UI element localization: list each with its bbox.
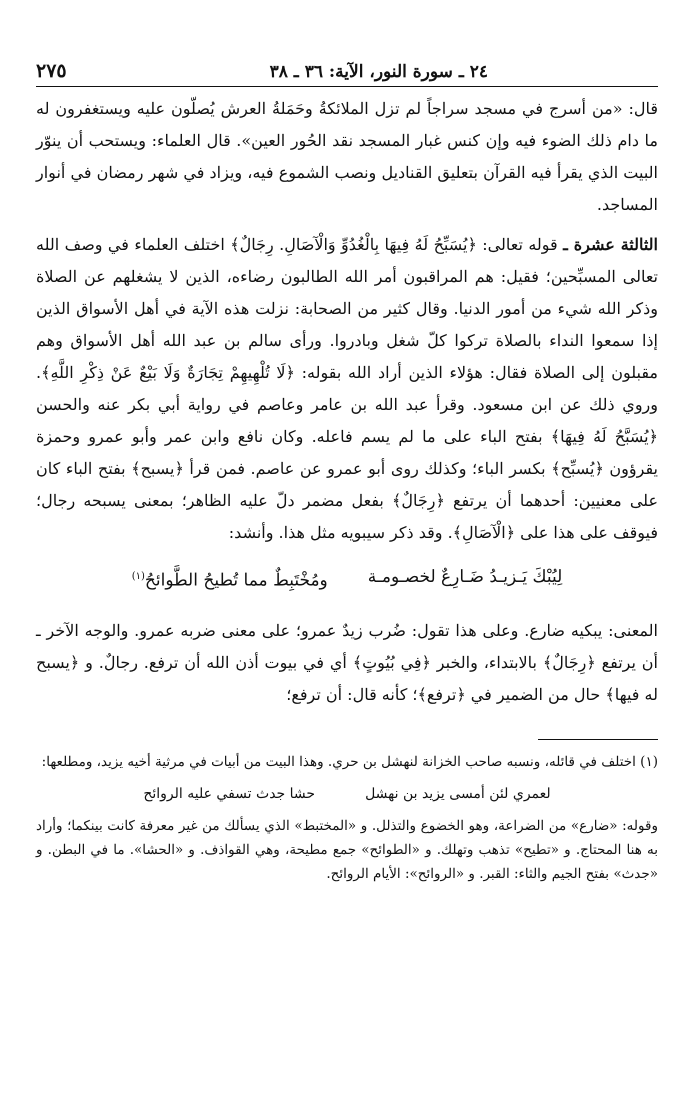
paragraph xyxy=(36,93,658,221)
poetry-verse xyxy=(36,561,658,597)
footnote-verse-first: لعمري لئن أمسى يزيد بن نهشل xyxy=(365,785,551,802)
footnote-verse-second: حشا جدث تسفي عليه الروائح xyxy=(143,785,316,802)
main-text xyxy=(36,93,658,711)
header-divider xyxy=(36,86,658,87)
paragraph xyxy=(36,615,658,711)
page-header xyxy=(36,52,658,82)
footnote-marker: (١) xyxy=(131,571,145,582)
paragraph-text: قوله تعالى: ﴿يُسَبِّحُ لَهُ فِيهَا بِالْغُدُوِّ وَالْآصَالِ. رِجَالٌ﴾ اختلف العلماء في وصف الله تعالى المسبِّحين؛ فقيل: هم المراقبون أمر الله الطالبون رضاءه، الذين لا يشغلهم عن الصلاة وذكر الله شيء من أمور الدنيا. وقال كثير من الصحابة: نزلت هذه الآية في أهل الأسواق الذين إذا سمعوا النداء بالصلاة تركوا كلّ شغل وبادروا. ورأى سالم بن عبد الله أهل الأسواق وهم مقبلون إلى الصلاة فقال: هؤلاء الذين أراد الله بقوله: ﴿لَا تُلْهِيهِمْ تِجَارَةٌ وَلَا بَيْعٌ عَنْ ذِكْرِ اللَّهِ﴾. وروي ذلك عن ابن مسعود. وقرأ عبد الله بن عامر وعاصم في رواية أبي بكر عنه والحسن ﴿يُسَبَّحُ لَهُ فِيهَا﴾ بفتح الباء على ما لم يسم فاعله. وكان نافع وابن عمر وأبو عمرو وحمزة يقرؤون ﴿يُسبِّح﴾ بكسر الباء؛ وكذلك روى أبو عمرو عن عاصم. فمن قرأ ﴿يسبح﴾ بفتح الباء كان على معنيين: أحدهما أن يرتفع ﴿رِجَالٌ﴾ بفعل مضمر دلّ عليه الظاهر؛ بمعنى يسبحه رجال؛ فيوقف على هذا على ﴿الْآصَالِ﴾. وقد ذكر سيبويه مثل هذا. وأنشد: xyxy=(36,235,658,542)
verse-second-half: ومُخْتَبِطٌ مما تُطيحُ الطَّوائحُ$^{(١)}$ xyxy=(131,570,328,591)
document-page xyxy=(36,52,658,1077)
paragraph-text: قال: «من أسرج في مسجد سراجاً لم تزل الملائكةُ وحَمَلةُ العرش يُصلّون عليه ويستغفرون له ما دام ذلك الضوء فيه وإن كنس غبار المسجد نقد الحُور العين». قال العلماء: ويستحب أن ينوّر البيت الذي يقرأ فيه القرآن بتعليق القناديل ونصب الشموع فيه، ويزاد في شهر رمضان في أنوار المساجد. xyxy=(36,99,658,214)
page-number: ٢٧٥ xyxy=(36,60,67,82)
footnote-verse xyxy=(36,782,658,806)
footnote-text: (١) اختلف في قائله، ونسبه صاحب الخزانة لنهشل بن حري. وهذا البيت من أبيات في مرثية أخيه يزيد، ومطلعها: xyxy=(41,753,658,770)
footnote-divider xyxy=(538,739,658,740)
paragraph xyxy=(36,229,658,549)
footnote-text: وقوله: «ضارع» من الضراعة، وهو الخضوع والتذلل. و «المختبط» الذي يسألك من غير معرفة كانت بينكما؛ وأراد به هنا المحتاج. و «تطيح» تذهب وتهلك. و «الطوائح» جمع مطيحة، وهي القواذف. و «الحشا». ما في البطن. و «جدث» بفتح الجيم والثاء: القبر. و «الروائح»: الأيام الروائح. xyxy=(36,817,658,882)
running-title: ٢٤ ـ سورة النور، الآية: ٣٦ ـ ٣٨ xyxy=(269,62,488,82)
paragraph-text: المعنى: يبكيه ضارع. وعلى هذا تقول: ضُرب زيدٌ عمرو؛ على معنى ضربه عمرو. والوجه الآخر ـ أن يرتفع ﴿رِجَالٌ﴾ بالابتداء، والخبر ﴿فِي بُيُوتٍ﴾ أي في بيوت أذن الله أن ترفع. رجالٌ. و ﴿يسبح له فيها﴾ حال من الضمير في ﴿ترفع﴾؛ كأنه قال: أن ترفع؛ xyxy=(36,620,658,704)
footnotes xyxy=(36,750,658,886)
section-heading: الثالثة عشرة ـ xyxy=(563,235,658,254)
verse-first-half: لِيُبْكَ يَـزيـدُ ضَـارِعٌ لخصـومـة xyxy=(367,567,563,587)
